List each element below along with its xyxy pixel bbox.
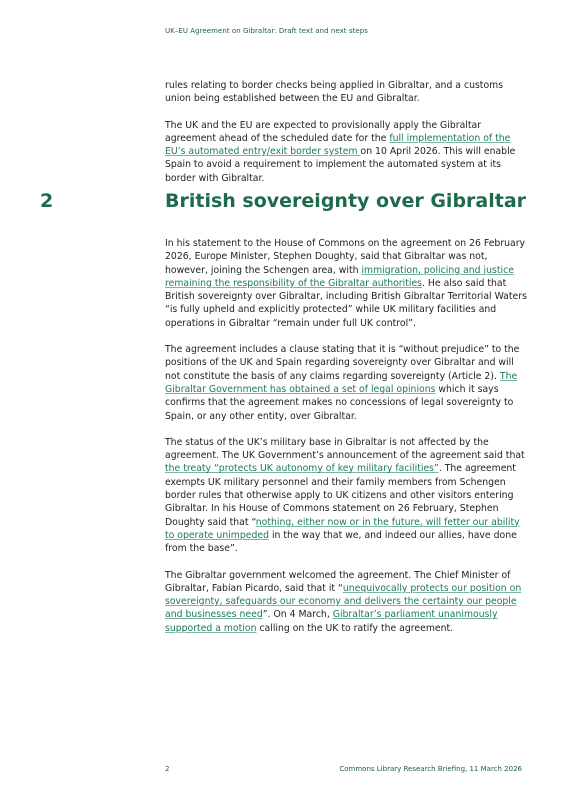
link-ees-implementation[interactable]: full implementation of the EU’s automated entry/exit border system [165,132,511,158]
text-run: The Gibraltar government welcomed the agreement. The Chief Minister of Gibraltar, Fabian Picardo, said that it “ [165,569,511,594]
link-legal-opinions[interactable]: The Gibraltar Government has obtained a set of legal opinions [165,370,518,395]
text-run: which it says confirms that the agreement makes no concessions of legal sovereignty to Spain, or any other entity, over Gibraltar. [165,383,514,422]
text-run: . The agreement exempts UK military personnel and their family members from Schengen border rules that otherwise apply to UK citizens and other visitors entering Gibraltar. In his House of Commons statement on 26 February, Stephen Doughty said that “ [165,463,516,528]
intro-paragraph-2 [165,119,527,185]
body-paragraph-4 [165,569,527,635]
section-number: 2 [40,190,54,212]
body-paragraph-1 [165,237,527,330]
text-run: in the way that we, and indeed our allies, have done from the base”. [165,529,517,555]
intro-text [165,79,527,185]
link-parliament-motion[interactable]: Gibraltar’s parliament unanimously supported a motion [165,609,498,634]
text-run: In his statement to the House of Commons on the agreement on 26 February 2026, Europe Minister, Stephen Doughty, said that Gibraltar was not, however, joining the Schengen area, with [165,238,526,276]
text-run: calling on the UK to ratify the agreement. [256,622,454,634]
text-run: The agreement includes a clause stating that it is “without prejudice” to the positions of the UK and Spain regarding sovereignty over Gibraltar and will not constitute the basis of any claims regarding sovereignty (Article 2). [165,344,520,382]
link-picardo-statement[interactable]: unequivocally protects our position on sovereignty, safeguards our economy and delivers the certainty our people and businesses need [165,582,522,621]
footer-page-number: 2 [165,765,170,773]
running-header: UK–EU Agreement on Gibraltar: Draft text and next steps [165,27,368,35]
body-paragraph-3 [165,436,527,556]
text-run: . He also said that British sovereignty over Gibraltar, including British Gibraltar Territorial Waters “is fully upheld and explicitly protected” while UK military facilities and operations in Gibraltar “remain under full UK control”. [165,277,527,329]
intro-paragraph-1: rules relating to border checks being applied in Gibraltar, and a customs union being established between the EU and Gibraltar. [165,80,504,105]
text-run: The UK and the EU are expected to provisionally apply the Gibraltar agreement ahead of the scheduled date for the [165,119,482,144]
text-run: on 10 April 2026. This will enable Spain to avoid a requirement to implement the automated system at its border with Gibraltar. [165,146,516,184]
link-operate-unimpeded[interactable]: nothing, either now or in the future, will fetter our ability to operate unimpeded [165,516,520,541]
text-run: The status of the UK’s military base in Gibraltar is not affected by the agreement. The UK Government’s announcement of the agreement said that [165,436,525,462]
body-paragraph-2 [165,343,527,423]
section-title: British sovereignty over Gibraltar [165,190,527,212]
link-gibraltar-authorities[interactable]: immigration, policing and justice remaining the responsibility of the Gibraltar authorities [165,264,514,289]
footer-publication: Commons Library Research Briefing, 11 March 2026 [339,765,522,773]
text-run: ”. On 4 March, [262,609,333,621]
link-military-facilities[interactable]: the treaty “protects UK autonomy of key military facilities” [165,463,439,475]
section-body [165,237,527,635]
